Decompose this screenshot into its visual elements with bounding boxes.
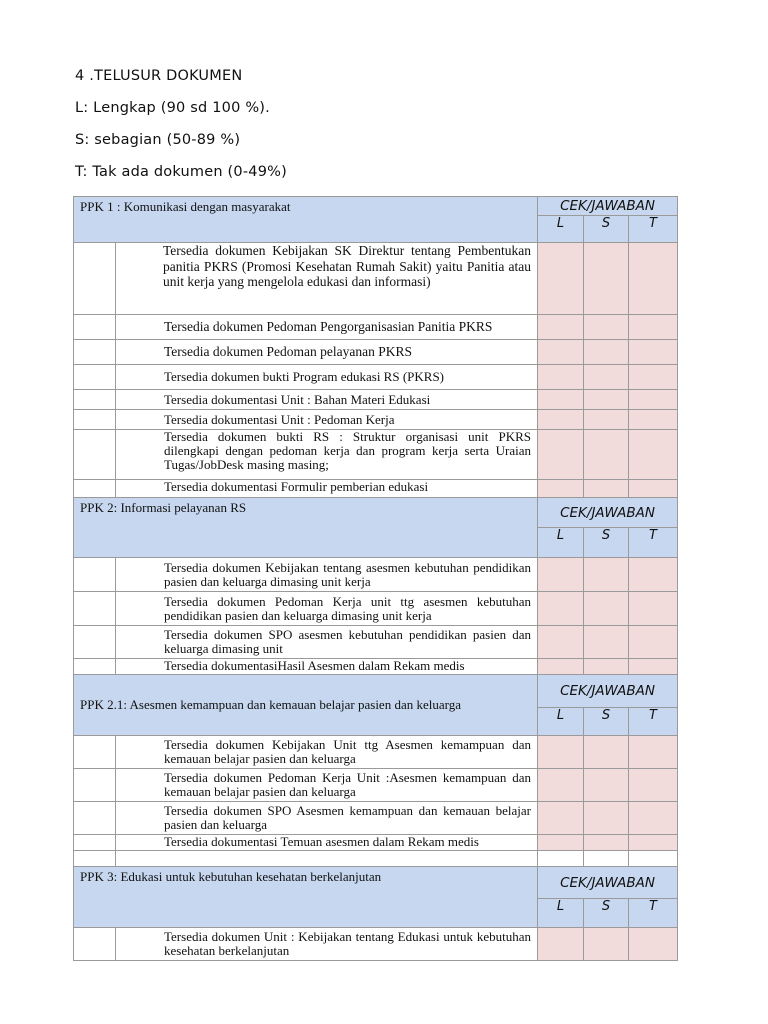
check-s[interactable] [584, 390, 629, 410]
check-l[interactable] [538, 626, 584, 659]
cek-jawaban-header: CEK/JAWABAN [538, 675, 678, 708]
check-s[interactable] [584, 243, 629, 315]
col-s-header: S [584, 708, 629, 736]
cek-jawaban-header: CEK/JAWABAN [538, 197, 678, 216]
item-text: Tersedia dokumen Unit : Kebijakan tentang Edukasi untuk kebutuhan kesehatan berkelanjutan [116, 928, 538, 961]
check-s[interactable] [584, 802, 629, 835]
item-text: Tersedia dokumen SPO asesmen kebutuhan pendidikan pasien dan keluarga dimasing unit [116, 626, 538, 659]
cek-jawaban-header: CEK/JAWABAN [538, 498, 678, 528]
legend-tak-ada: T: Tak ada dokumen (0-49%) [75, 164, 287, 180]
check-t[interactable] [629, 243, 678, 315]
check-s[interactable] [584, 659, 629, 675]
check-l[interactable] [538, 340, 584, 365]
table-row [74, 558, 678, 592]
item-text: Tersedia dokumen bukti Program edukasi RS (PKRS) [116, 365, 538, 390]
check-t[interactable] [629, 626, 678, 659]
section-header-row [74, 498, 678, 528]
table-row [74, 390, 678, 410]
item-text: Tersedia dokumentasiHasil Asesmen dalam Rekam medis [116, 659, 538, 675]
item-text: Tersedia dokumen Pedoman Kerja unit ttg asesmen kebutuhan pendidikan pasien dan keluarga dimasing unit kerja [116, 592, 538, 626]
check-t[interactable] [629, 736, 678, 769]
check-s[interactable] [584, 626, 629, 659]
table-row [74, 410, 678, 430]
check-l[interactable] [538, 736, 584, 769]
check-l[interactable] [538, 365, 584, 390]
section-title-ppk3: PPK 3: Edukasi untuk kebutuhan kesehatan berkelanjutan [74, 867, 538, 928]
item-text: Tersedia dokumen Kebijakan Unit ttg Asesmen kemampuan dan kemauan belajar pasien dan keluarga [116, 736, 538, 769]
check-l[interactable] [538, 659, 584, 675]
item-text: Tersedia dokumentasi Unit : Pedoman Kerja [116, 410, 538, 430]
check-t[interactable] [629, 315, 678, 340]
col-t-header: T [629, 708, 678, 736]
check-t[interactable] [629, 430, 678, 480]
check-t[interactable] [629, 340, 678, 365]
check-t[interactable] [629, 558, 678, 592]
table-row [74, 769, 678, 802]
col-l-header: L [538, 528, 584, 558]
item-text: Tersedia dokumen bukti RS : Struktur organisasi unit PKRS dilengkapi dengan pedoman kerja dan program kerja serta Uraian Tugas/JobDesk masing masing; [116, 430, 538, 480]
check-l[interactable] [538, 928, 584, 961]
col-l-header: L [538, 216, 584, 243]
table-row [74, 315, 678, 340]
check-l[interactable] [538, 243, 584, 315]
check-t[interactable] [629, 769, 678, 802]
check-t[interactable] [629, 592, 678, 626]
table-row [74, 659, 678, 675]
check-t[interactable] [629, 928, 678, 961]
section-title-ppk21: PPK 2.1: Asesmen kemampuan dan kemauan belajar pasien dan keluarga [74, 675, 538, 736]
table-row [74, 835, 678, 851]
check-s[interactable] [584, 928, 629, 961]
spacer-row [74, 851, 678, 867]
col-t-header: T [629, 528, 678, 558]
check-l[interactable] [538, 592, 584, 626]
check-t[interactable] [629, 390, 678, 410]
item-text: Tersedia dokumen Pedoman Pengorganisasian Panitia PKRS [116, 315, 538, 340]
check-s[interactable] [584, 365, 629, 390]
check-t[interactable] [629, 480, 678, 498]
check-s[interactable] [584, 410, 629, 430]
section-title-ppk1: PPK 1 : Komunikasi dengan masyarakat [74, 197, 538, 243]
table-row [74, 928, 678, 961]
col-l-header: L [538, 899, 584, 928]
legend-sebagian: S: sebagian (50-89 %) [75, 132, 241, 148]
check-l[interactable] [538, 390, 584, 410]
table-row [74, 430, 678, 480]
check-l[interactable] [538, 315, 584, 340]
check-s[interactable] [584, 592, 629, 626]
col-s-header: S [584, 528, 629, 558]
col-l-header: L [538, 708, 584, 736]
check-l[interactable] [538, 769, 584, 802]
check-t[interactable] [629, 365, 678, 390]
check-l[interactable] [538, 430, 584, 480]
check-s[interactable] [584, 736, 629, 769]
check-t[interactable] [629, 835, 678, 851]
check-s[interactable] [584, 558, 629, 592]
item-text: Tersedia dokumen Pedoman pelayanan PKRS [116, 340, 538, 365]
check-l[interactable] [538, 802, 584, 835]
table-row [74, 736, 678, 769]
item-text: Tersedia dokumen SPO Asesmen kemampuan dan kemauan belajar pasien dan keluarga [116, 802, 538, 835]
item-text: Tersedia dokumen Kebijakan tentang asesmen kebutuhan pendidikan pasien dan keluarga dimasing unit kerja [116, 558, 538, 592]
check-l[interactable] [538, 480, 584, 498]
col-s-header: S [584, 899, 629, 928]
checklist-table [73, 196, 678, 961]
section-title-ppk2: PPK 2: Informasi pelayanan RS [74, 498, 538, 558]
item-text: Tersedia dokumen Kebijakan SK Direktur tentang Pembentukan panitia PKRS (Promosi Kesehatan Rumah Sakit) yaitu Panitia atau unit kerja yang mengelola edukasi dan informasi) [116, 243, 538, 315]
col-t-header: T [629, 216, 678, 243]
col-s-header: S [584, 216, 629, 243]
col-t-header: T [629, 899, 678, 928]
section-header-row [74, 197, 678, 216]
check-s[interactable] [584, 315, 629, 340]
check-s[interactable] [584, 480, 629, 498]
item-text: Tersedia dokumentasi Formulir pemberian edukasi [116, 480, 538, 498]
legend-lengkap: L: Lengkap (90 sd 100 %). [75, 100, 270, 116]
section-header-row [74, 867, 678, 899]
check-t[interactable] [629, 410, 678, 430]
table-row [74, 480, 678, 498]
item-text: Tersedia dokumen Pedoman Kerja Unit :Asesmen kemampuan dan kemauan belajar pasien dan keluarga [116, 769, 538, 802]
item-text: Tersedia dokumentasi Temuan asesmen dalam Rekam medis [116, 835, 538, 851]
cek-jawaban-header: CEK/JAWABAN [538, 867, 678, 899]
check-s[interactable] [584, 430, 629, 480]
section-title: 4 .TELUSUR DOKUMEN [75, 68, 243, 84]
check-t[interactable] [629, 659, 678, 675]
table-row [74, 340, 678, 365]
table-row [74, 365, 678, 390]
table-row [74, 802, 678, 835]
item-text: Tersedia dokumentasi Unit : Bahan Materi Edukasi [116, 390, 538, 410]
table-row [74, 592, 678, 626]
check-l[interactable] [538, 410, 584, 430]
section-header-row [74, 675, 678, 708]
table-row [74, 626, 678, 659]
check-s[interactable] [584, 340, 629, 365]
check-l[interactable] [538, 558, 584, 592]
table-row [74, 243, 678, 315]
check-l[interactable] [538, 835, 584, 851]
check-s[interactable] [584, 769, 629, 802]
check-t[interactable] [629, 802, 678, 835]
check-s[interactable] [584, 835, 629, 851]
